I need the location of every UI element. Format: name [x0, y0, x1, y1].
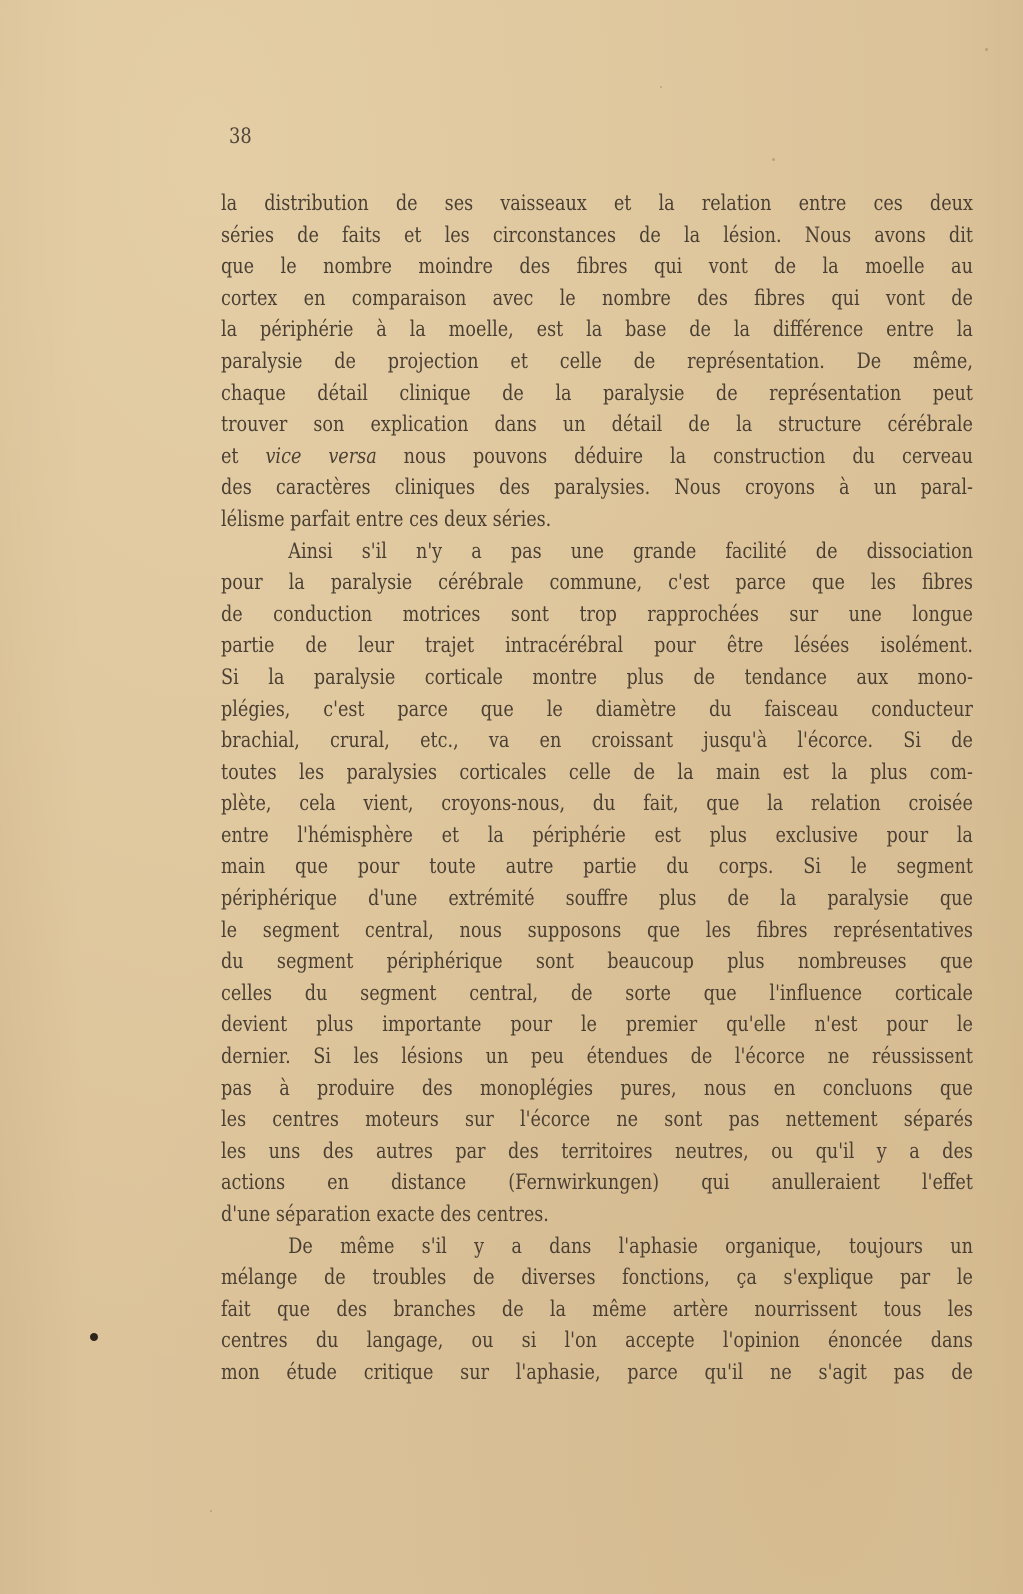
text-line: de conduction motrices sont trop rapprochées sur une longue [221, 601, 973, 627]
ink-dot-icon [90, 1333, 98, 1341]
text-line: la distribution de ses vaisseaux et la relation entre ces deux [221, 191, 973, 216]
text-line: les uns des autres par des territoires neutres, ou qu'il y a des [221, 1138, 973, 1164]
text-line: main que pour toute autre partie du corps. Si le segment [221, 854, 973, 880]
text-line: des caractères cliniques des paralysies. Nous croyons à un paral- [221, 475, 973, 501]
text-line: De même s'il y a dans l'aphasie organique, toujours un [288, 1233, 973, 1259]
text-line: trouver son explication dans un détail de la structure cérébrale [221, 412, 973, 438]
text-line: fait que des branches de la même artère nourrissent tous les [221, 1296, 973, 1322]
text-line: séries de faits et les circonstances de la lésion. Nous avons dit [221, 222, 973, 248]
text-line: d'une séparation exacte des centres. [221, 1202, 549, 1227]
text-segment: nous pouvons déduire la construction du cerveau [376, 443, 973, 469]
paragraph-3 [221, 1231, 973, 1389]
text-line: lélisme parfait entre ces deux séries. [221, 506, 552, 532]
text-line: pour la paralysie cérébrale commune, c'est parce que les fibres [221, 570, 973, 596]
text-segment: et [221, 443, 266, 469]
text-line: paralysie de projection et celle de représentation. De même, [221, 348, 973, 374]
text-line: que le nombre moindre des fibres qui vont de la moelle au [221, 254, 973, 280]
paragraph-1 [221, 188, 973, 536]
text-line: chaque détail clinique de la paralysie de représentation peut [221, 380, 973, 406]
text-line: brachial, crural, etc., va en croissant jusqu'à l'écorce. Si de [221, 728, 973, 754]
body-text [221, 188, 973, 1389]
text-line: les centres moteurs sur l'écorce ne sont pas nettement séparés [221, 1107, 973, 1133]
text-line: dernier. Si les lésions un peu étendues de l'écorce ne réussissent [221, 1044, 973, 1070]
text-line: le segment central, nous supposons que les fibres représentatives [221, 917, 973, 943]
italic-phrase: vice versa [265, 443, 377, 469]
text-line: plégies, c'est parce que le diamètre du faisceau conducteur [221, 696, 973, 722]
text-line: actions en distance (Fernwirkungen) qui anulleraient l'effet [221, 1170, 973, 1196]
text-line: pas à produire des monoplégies pures, nous en concluons que [221, 1075, 973, 1101]
text-line: devient plus importante pour le premier qu'elle n'est pour le [221, 1012, 973, 1038]
text-line: partie de leur trajet intracérébral pour être lésées isolément. [221, 633, 973, 659]
text-line-with-italic [221, 441, 973, 473]
text-line: celles du segment central, de sorte que l'influence corticale [221, 980, 973, 1006]
text-line: du segment périphérique sont beaucoup plus nombreuses que [221, 949, 973, 975]
paper-speck [210, 1510, 212, 1512]
paragraph-2 [221, 536, 973, 1231]
text-line: plète, cela vient, croyons-nous, du fait, que la relation croisée [221, 791, 973, 817]
page-number: 38 [229, 124, 252, 148]
text-line: toutes les paralysies corticales celle de la main est la plus com- [221, 759, 973, 785]
text-line: Si la paralysie corticale montre plus de tendance aux mono- [221, 664, 973, 690]
text-line: mélange de troubles de diverses fonctions, ça s'explique par le [221, 1265, 973, 1291]
text-line: la périphérie à la moelle, est la base de la différence entre la [221, 317, 973, 343]
paper-speck [985, 48, 988, 51]
text-line: centres du langage, ou si l'on accepte l'opinion énoncée dans [221, 1328, 973, 1354]
text-line: cortex en comparaison avec le nombre des fibres qui vont de [221, 285, 973, 311]
text-line: mon étude critique sur l'aphasie, parce qu'il ne s'agit pas de [221, 1359, 973, 1385]
text-line: Ainsi s'il n'y a pas une grande facilité de dissociation [288, 538, 973, 564]
paper-speck [660, 86, 662, 88]
text-line: entre l'hémisphère et la périphérie est plus exclusive pour la [221, 822, 973, 848]
paper-speck [772, 158, 775, 161]
text-line: périphérique d'une extrémité souffre plus de la paralysie que [221, 886, 973, 912]
